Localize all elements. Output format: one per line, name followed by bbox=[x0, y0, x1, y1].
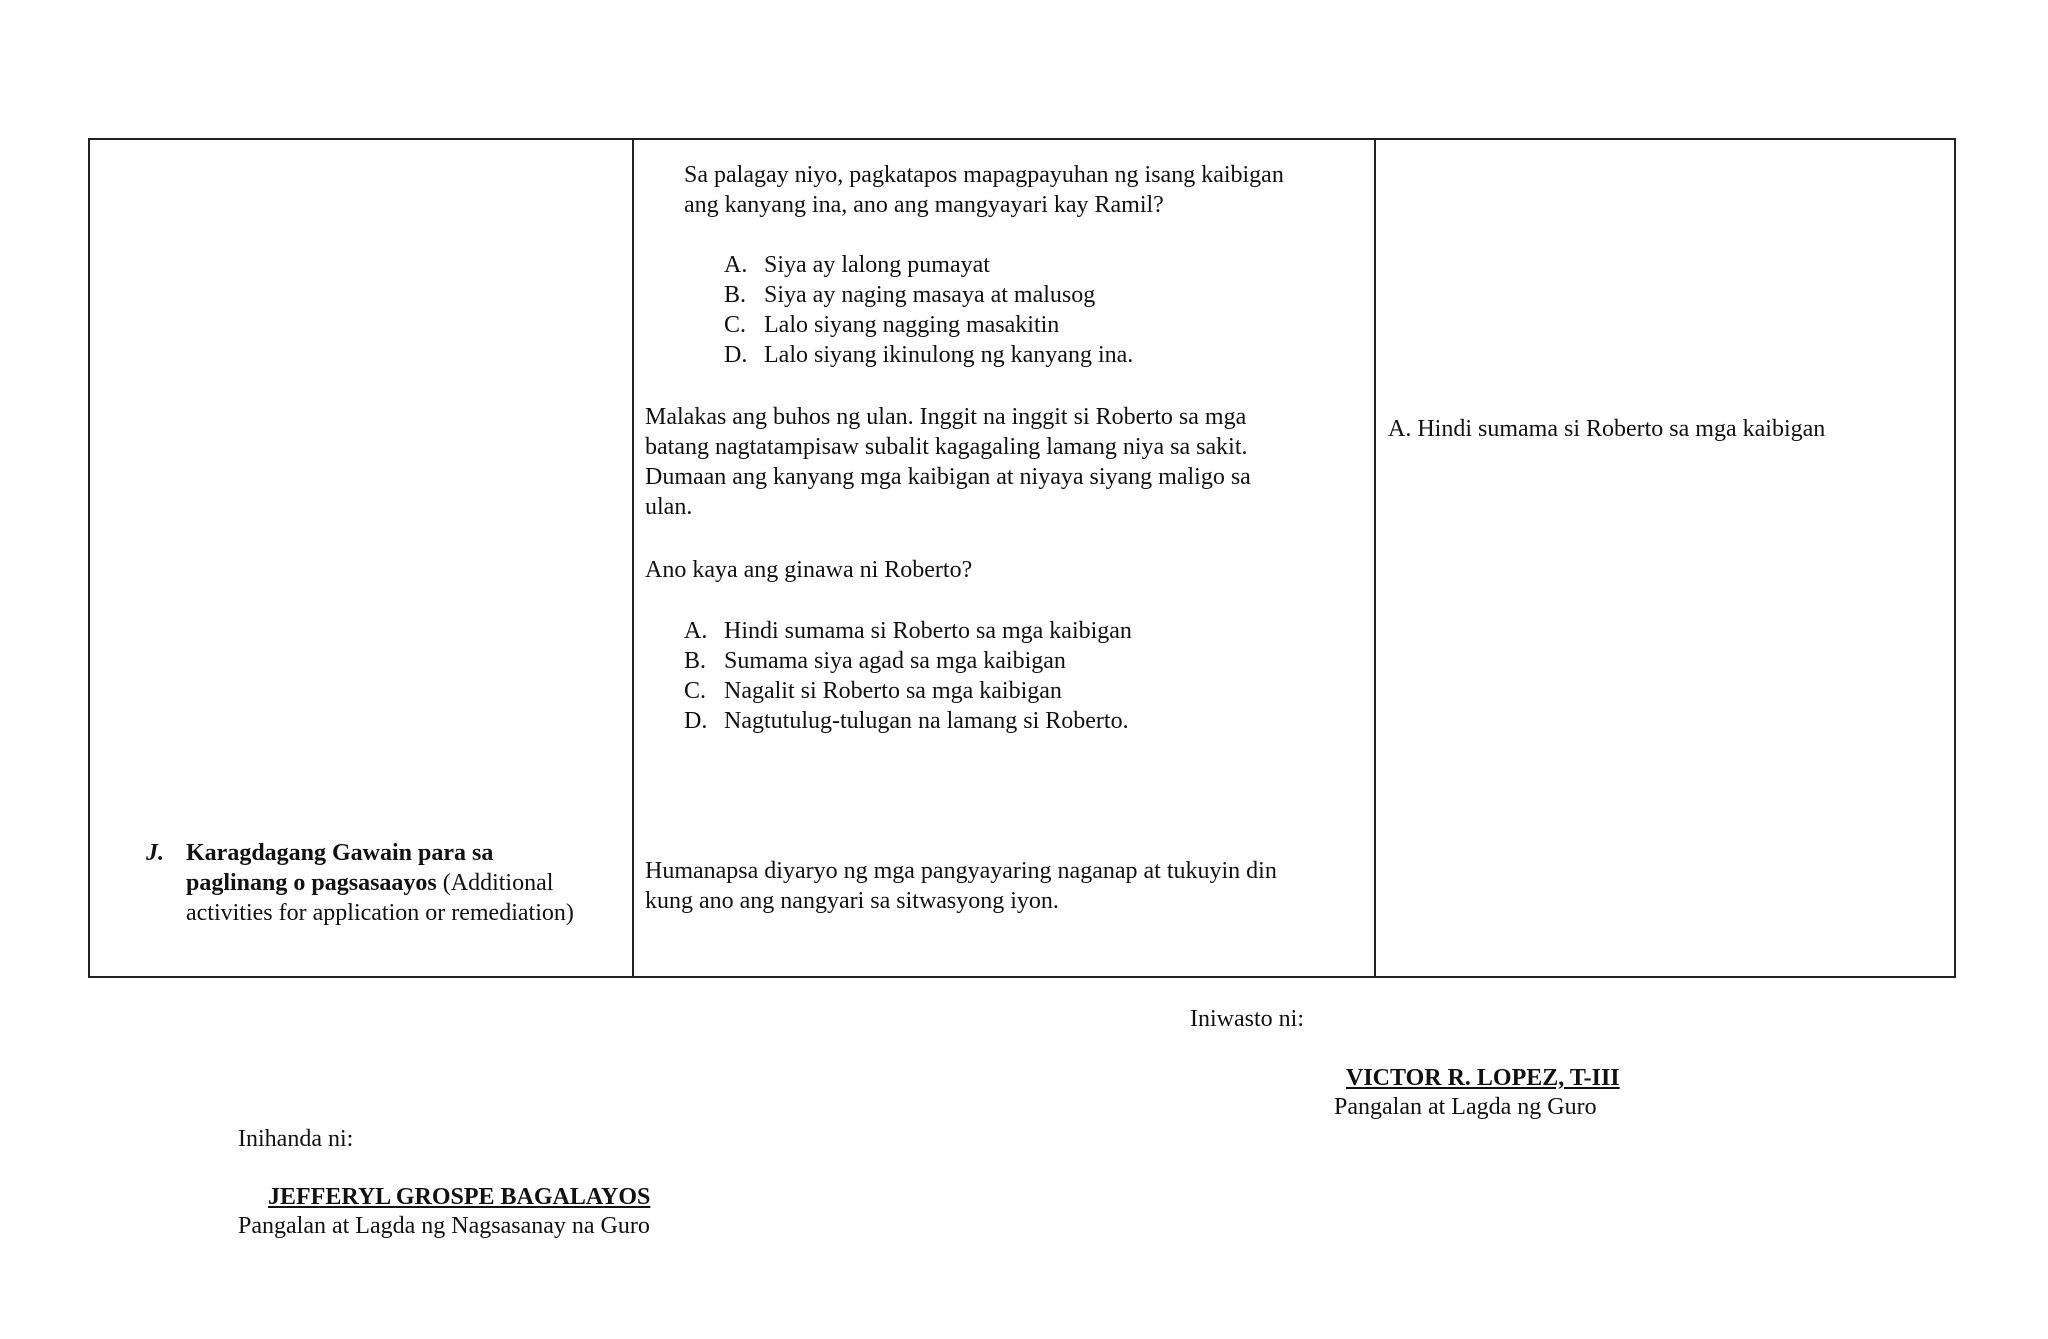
choice-item: A. Hindi sumama si Roberto sa mga kaibigan bbox=[684, 618, 1132, 644]
question-2: Ano kaya ang ginawa ni Roberto? bbox=[645, 557, 973, 583]
row-title-line2-rest: (Additional bbox=[436, 870, 554, 896]
checker-caption: Pangalan at Lagda ng Guro bbox=[1334, 1094, 1597, 1120]
checker-name: VICTOR R. LOPEZ, T-III bbox=[1346, 1065, 1620, 1091]
preparer-name: JEFFERYL GROSPE BAGALAYOS bbox=[268, 1184, 651, 1210]
column-divider-2 bbox=[1374, 140, 1376, 976]
row-title-line2-bold: paglinang o pagsasaayos bbox=[186, 870, 437, 896]
choice-item: B. Siya ay naging masaya at malusog bbox=[724, 282, 1096, 308]
row-j-label bbox=[146, 838, 574, 928]
question-1 bbox=[684, 160, 1284, 220]
question-1-line2: ang kanyang ina, ano ang mangyayari kay Ramil? bbox=[684, 192, 1164, 218]
choice-item: C. Lalo siyang nagging masakitin bbox=[724, 312, 1060, 338]
answer-key: A. Hindi sumama si Roberto sa mga kaibigan bbox=[1388, 416, 1826, 442]
question-1-choices bbox=[724, 250, 1133, 370]
prepared-by-label: Inihanda ni: bbox=[238, 1126, 354, 1152]
column-divider-1 bbox=[632, 140, 634, 976]
row-title-line3: activities for application or remediation) bbox=[186, 900, 574, 926]
checked-by-label: Iniwasto ni: bbox=[1190, 1006, 1304, 1032]
story-passage: Malakas ang buhos ng ulan. Inggit na inggit si Roberto sa mga batang nagtatampisaw subalit kagagaling lamang niya sa sakit. Dumaan ang kanyang mga kaibigan at niyaya siyang maligo sa ulan. bbox=[645, 404, 1251, 520]
choice-item: A. Siya ay lalong pumayat bbox=[724, 252, 990, 278]
additional-activity: Humanapsa diyaryo ng mga pangyayaring naganap at tukuyin din kung ano ang nangyari sa sitwasyong iyon. bbox=[645, 858, 1277, 914]
question-2-choices bbox=[684, 616, 1132, 736]
lesson-plan-table bbox=[88, 138, 1956, 978]
question-1-line1: Sa palagay niyo, pagkatapos mapagpayuhan ng isang kaibigan bbox=[684, 162, 1284, 188]
row-letter: J. bbox=[146, 840, 164, 866]
preparer-caption: Pangalan at Lagda ng Nagsasanay na Guro bbox=[238, 1213, 650, 1239]
choice-item: C. Nagalit si Roberto sa mga kaibigan bbox=[684, 678, 1062, 704]
choice-item: B. Sumama siya agad sa mga kaibigan bbox=[684, 648, 1066, 674]
choice-item: D. Lalo siyang ikinulong ng kanyang ina. bbox=[724, 342, 1134, 368]
choice-item: D. Nagtutulug-tulugan na lamang si Roberto. bbox=[684, 708, 1129, 734]
row-title-line1: Karagdagang Gawain para sa bbox=[186, 840, 494, 866]
